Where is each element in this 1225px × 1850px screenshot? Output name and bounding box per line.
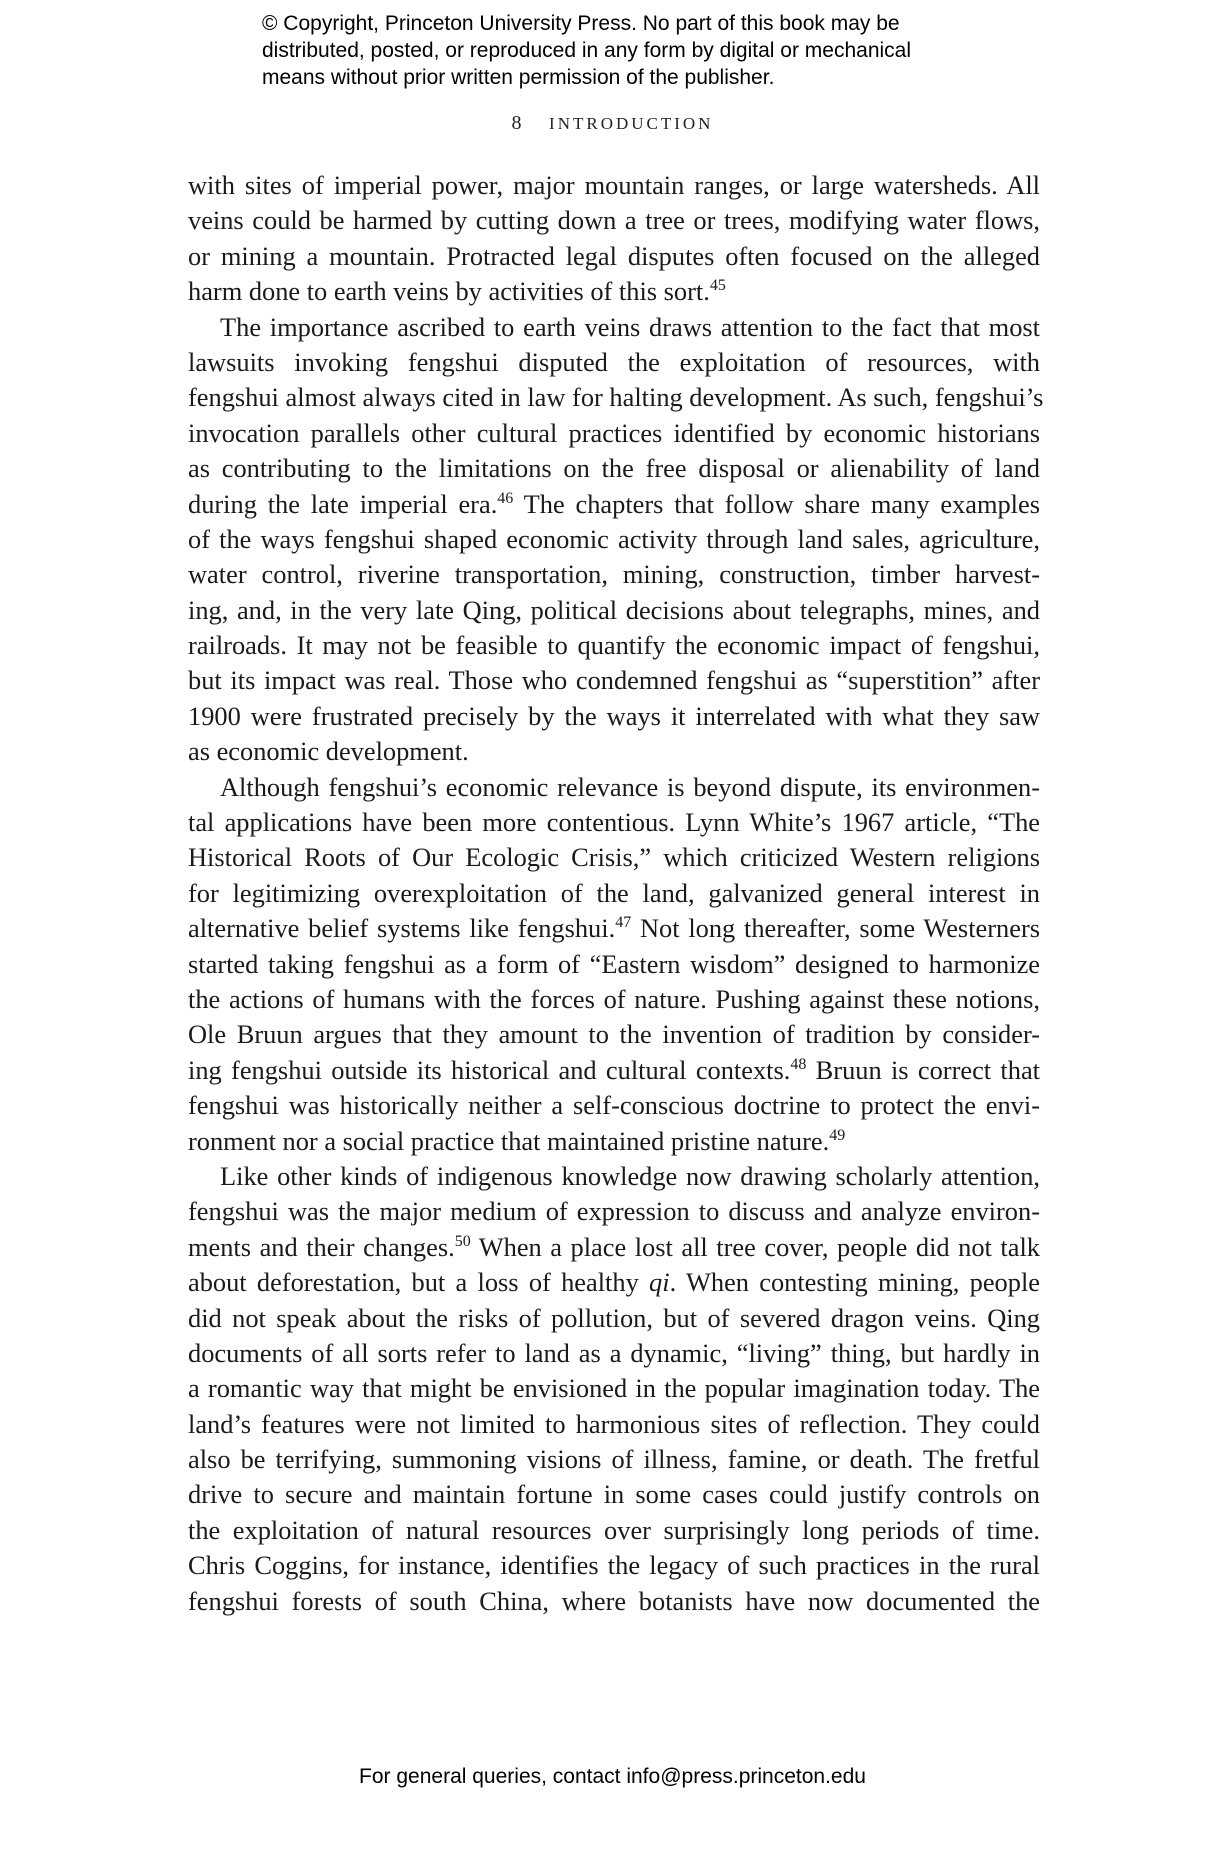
text-line: did not speak about the risks of pollution, but of severed dragon veins. Qing	[188, 1302, 1040, 1333]
text-line: the exploitation of natural resources over surprisingly long periods of time.	[188, 1514, 1040, 1545]
text-line: fengshui almost always cited in law for halting development. As such, fengshui’s	[188, 382, 1044, 413]
text-line: a romantic way that might be envisioned in the popular imagination today. The	[188, 1373, 1040, 1404]
chapter-title: INTRODUCTION	[549, 114, 714, 133]
text-segment: ing fengshui outside its historical and cultural contexts.	[188, 1054, 791, 1085]
text-line: or mining a mountain. Protracted legal disputes often focused on the alleged	[188, 240, 1040, 271]
text-line: 1900 were frustrated precisely by the ways it interrelated with what they saw	[188, 700, 1040, 731]
text-segment: ronment nor a social practice that maintained pristine nature.	[188, 1125, 830, 1156]
text-line: Ole Bruun argues that they amount to the invention of tradition by consider-	[188, 1019, 1040, 1050]
text-line: Chris Coggins, for instance, identifies the legacy of such practices in the rural	[188, 1550, 1040, 1581]
text-line: the actions of humans with the forces of nature. Pushing against these notions,	[188, 983, 1040, 1014]
text-line: but its impact was real. Those who condemned fengshui as “superstition” after	[188, 665, 1040, 696]
text-line: The importance ascribed to earth veins draws attention to the fact that most	[220, 311, 1040, 342]
text-line: fengshui forests of south China, where botanists have now documented the	[188, 1585, 1040, 1616]
text-line	[188, 487, 1040, 522]
text-segment: alternative belief systems like fengshui.	[188, 913, 616, 944]
text-segment: Not long thereafter, some Westerners	[631, 913, 1041, 944]
text-line: Although fengshui’s economic relevance is beyond dispute, its environmen-	[220, 771, 1040, 802]
text-segment: harm done to earth veins by activities of this sort.	[188, 276, 710, 307]
page-number: 8	[511, 112, 522, 134]
text-line: ing, and, in the very late Qing, political decisions about telegraphs, mines, and	[188, 594, 1040, 625]
italic-term: qi	[649, 1267, 670, 1298]
text-line: drive to secure and maintain fortune in some cases could justify controls on	[188, 1479, 1040, 1510]
footnote-ref: 48	[790, 1055, 807, 1073]
copyright-notice	[262, 10, 982, 91]
footnote-ref: 50	[454, 1232, 471, 1250]
text-line	[188, 1053, 1040, 1088]
text-line: of the ways fengshui shaped economic activity through land sales, agriculture,	[188, 523, 1040, 554]
text-line	[188, 911, 1040, 946]
text-line: for legitimizing overexploitation of the land, galvanized general interest in	[188, 877, 1040, 908]
footnote-ref: 47	[615, 914, 632, 932]
footnote-ref: 45	[709, 277, 726, 295]
text-line: fengshui was historically neither a self-conscious doctrine to protect the envi-	[188, 1090, 1040, 1121]
text-line: lawsuits invoking fengshui disputed the exploitation of resources, with	[188, 346, 1040, 377]
footnote-ref: 49	[829, 1126, 846, 1144]
text-line: land’s features were not limited to harmonious sites of reflection. They could	[188, 1408, 1040, 1439]
running-head	[0, 112, 1225, 135]
body-text	[188, 168, 1044, 1619]
copyright-line: distributed, posted, or reproduced in any form by digital or mechanical	[262, 39, 912, 62]
text-line: Like other kinds of indigenous knowledge now drawing scholarly attention,	[220, 1160, 1040, 1191]
text-line	[188, 274, 1040, 309]
text-line: Historical Roots of Our Ecologic Crisis,” which criticized Western religions	[188, 842, 1040, 873]
text-line: as contributing to the limitations on the free disposal or alienability of land	[188, 453, 1040, 484]
text-segment: ments and their changes.	[188, 1231, 455, 1262]
text-line: water control, riverine transportation, mining, construction, timber harvest-	[188, 559, 1040, 590]
text-segment: during the late imperial era.	[188, 488, 498, 519]
text-segment: The chapters that follow share many examples	[513, 488, 1041, 519]
text-line	[188, 1124, 1040, 1159]
footnote-ref: 46	[497, 489, 514, 507]
text-line: veins could be harmed by cutting down a tree or trees, modifying water flows,	[188, 205, 1040, 236]
text-segment: Bruun is correct that	[806, 1054, 1040, 1085]
copyright-line: means without prior written permission of the publisher.	[262, 66, 775, 89]
text-line	[188, 1265, 1040, 1300]
text-line: documents of all sorts refer to land as a dynamic, “living” thing, but hardly in	[188, 1337, 1040, 1368]
text-segment: When a place lost all tree cover, people did not talk	[470, 1231, 1040, 1262]
text-line: started taking fengshui as a form of “Eastern wisdom” designed to harmonize	[188, 948, 1040, 979]
text-segment: about deforestation, but a loss of healthy	[188, 1267, 650, 1298]
copyright-line: © Copyright, Princeton University Press. No part of this book may be	[262, 12, 900, 35]
text-line: with sites of imperial power, major mountain ranges, or large watersheds. All	[188, 170, 1040, 200]
text-line: fengshui was the major medium of expression to discuss and analyze environ-	[188, 1196, 1040, 1227]
text-line	[188, 1230, 1040, 1265]
text-segment: . When contesting mining, people	[669, 1267, 1040, 1298]
text-line: railroads. It may not be feasible to quantify the economic impact of fengshui,	[188, 630, 1040, 661]
text-line: also be terrifying, summoning visions of illness, famine, or death. The fretful	[188, 1444, 1040, 1475]
text-line: tal applications have been more contentious. Lynn White’s 1967 article, “The	[188, 807, 1040, 838]
text-line: as economic development.	[188, 736, 469, 767]
footer-contact: For general queries, contact info@press.princeton.edu	[359, 1765, 866, 1788]
text-line: invocation parallels other cultural practices identified by economic historians	[188, 417, 1040, 448]
